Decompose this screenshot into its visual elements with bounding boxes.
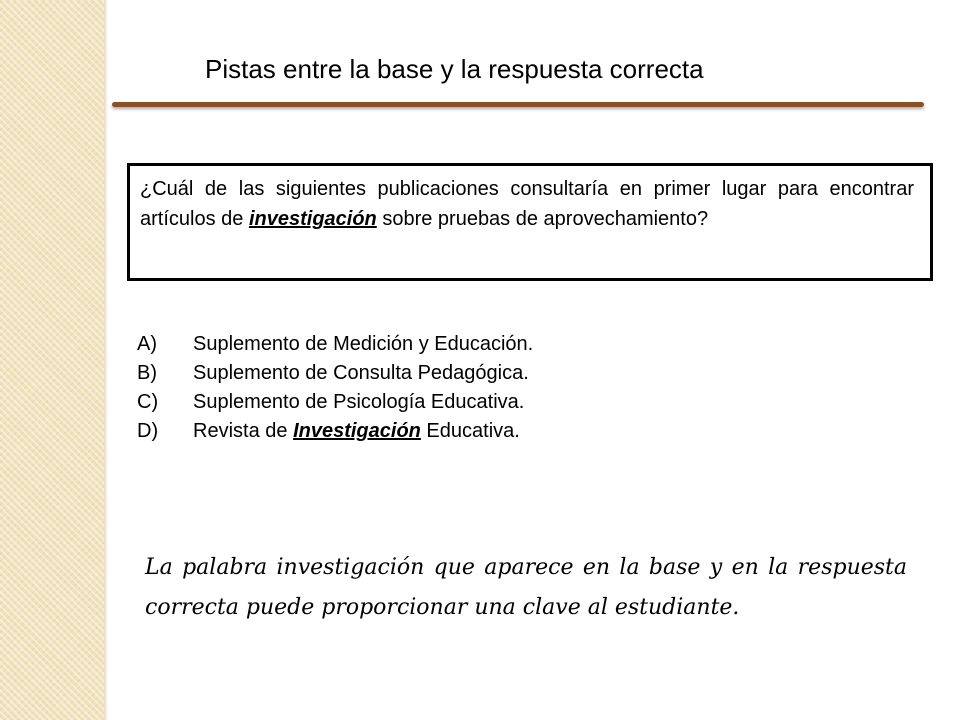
option-keyword: Investigación xyxy=(293,420,421,442)
option-letter: A) xyxy=(137,333,157,355)
slide-title: Pistas entre la base y la respuesta correcta xyxy=(205,54,704,84)
option-text: Suplemento de Consulta Pedagógica. xyxy=(193,362,529,384)
explanation-note: La palabra investigación que aparece en la base y en la respuesta correcta puede proporcionar una clave al estudiante. xyxy=(145,555,907,620)
option-a xyxy=(137,330,737,359)
decorative-side-strip xyxy=(0,0,104,720)
answer-options-list xyxy=(137,330,737,446)
question-text-after: sobre pruebas de aprovechamiento? xyxy=(376,208,709,230)
option-c xyxy=(137,388,737,417)
option-text-after: Educativa. xyxy=(420,420,520,442)
question-keyword: investigación xyxy=(248,208,377,230)
side-strip-shadow xyxy=(104,0,108,720)
option-letter: D) xyxy=(137,420,159,442)
question-stem xyxy=(140,174,914,234)
option-letter: B) xyxy=(137,362,157,384)
option-text-before: Revista de xyxy=(193,420,294,442)
question-stem-box xyxy=(127,163,933,281)
option-letter: C) xyxy=(137,391,159,413)
option-text: Suplemento de Medición y Educación. xyxy=(193,333,534,355)
option-d xyxy=(137,417,737,446)
title-underline-rule xyxy=(112,102,924,107)
option-b xyxy=(137,359,737,388)
question-text-before: ¿Cuál de las siguientes publicaciones consultaría en primer lugar para encontrar artículos de xyxy=(140,178,914,230)
option-text: Suplemento de Psicología Educativa. xyxy=(193,391,525,413)
